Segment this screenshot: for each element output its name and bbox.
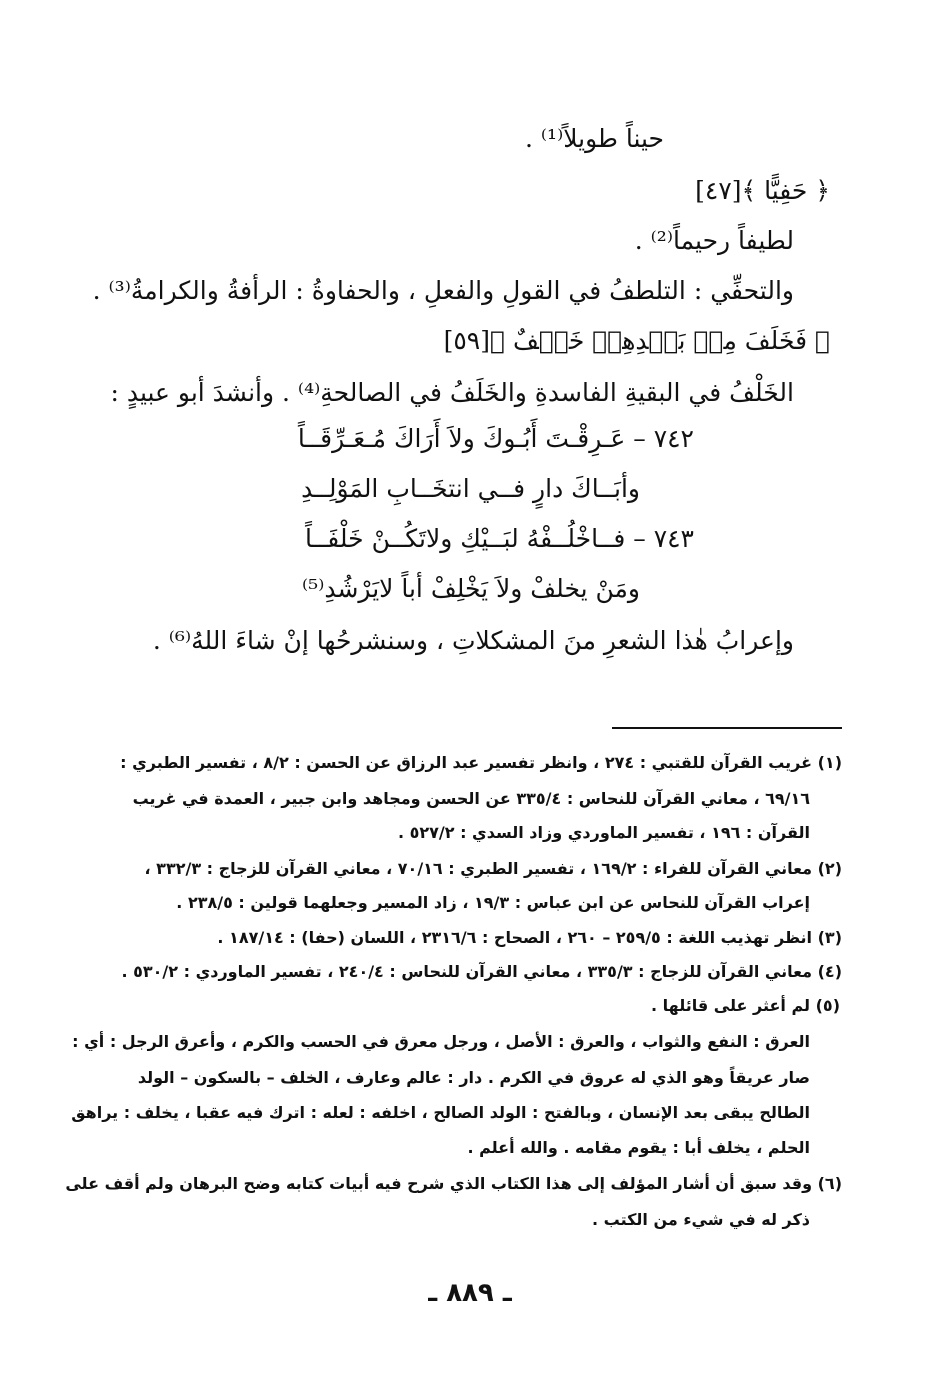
verse-open-bracket: ﴿ xyxy=(814,326,830,355)
footnote-1-line-2: ٦٩/١٦ ، معاني القرآن للنحاس : ٣٣٥/٤ عن الحسن ومجاهد وابن جبير ، العمدة في غريب xyxy=(132,789,810,808)
quran-verse-47 xyxy=(695,176,830,205)
body-line-1: حيناً طويلاً⁽¹⁾ . xyxy=(524,124,664,153)
footnote-separator xyxy=(612,727,842,729)
quran-verse-59 xyxy=(444,326,830,355)
body-line-5: وإعرابُ هٰذا الشعرِ منَ المشكلاتِ ، وسنشرحُها إنْ شاءَ اللهُ⁽⁶⁾ . xyxy=(152,626,794,655)
footnote-6-line-1: (٦) وقد سبق أن أشار المؤلف إلى هذا الكتاب الذي شرح فيه أبيات كتابه وضح البرهان ولم أقف على xyxy=(65,1174,842,1193)
footnote-2-line-1: (٢) معاني القرآن للفراء : ١٦٩/٢ ، تفسير الطبري : ٧٠/١٦ ، معاني القرآن للزجاج : ٣٣٢/٣ ، xyxy=(144,859,842,878)
verse-text: حَفِيًّا xyxy=(764,176,808,205)
body-line-2: لطيفاً رحيماً⁽²⁾ . xyxy=(634,226,794,255)
verse-reference: ﴾[٤٧] xyxy=(695,176,757,205)
poem-verse-743-a: ٧٤٣ – فــاخْلُــفْهُ لبَــيْكِ ولاتَكُــنْ خَلْفَــاً xyxy=(304,524,694,553)
verse-open-bracket: ﴿ xyxy=(815,176,830,205)
footnote-1-line-1: (١) غريب القرآن للقتبي : ٢٧٤ ، وانظر تفسير عبد الرزاق عن الحسن : ٨/٢ ، تفسير الطبري : xyxy=(120,753,842,772)
verse-text: فَخَلَفَ مِنۢ بَعۡدِهِمۡ خَلۡفٌ xyxy=(512,326,808,355)
footnote-1-line-3: القرآن : ١٩٦ ، تفسير الماوردي وزاد السدي : ٥٢٧/٢ . xyxy=(397,823,810,842)
body-line-4: الخَلْفُ في البقيةِ الفاسدةِ والخَلَفُ في الصالحةِ⁽⁴⁾ . وأنشدَ أبو عبيدٍ : xyxy=(110,378,794,407)
poem-verse-742-b: وأبَــاكَ دارٍ فــي انتخَــابِ المَوْلِــدِ xyxy=(301,474,640,503)
footnote-5-line-2: صار عريقاً وهو الذي له عروق في الكرم . دار : عالم وعارف ، الخلف – بالسكون – الولد xyxy=(137,1068,810,1087)
footnote-4: (٤) معاني القرآن للزجاج : ٣٣٥/٣ ، معاني القرآن للنحاس : ٢٤٠/٤ ، تفسير الماوردي : ٥٣٠/٢ . xyxy=(121,962,842,981)
footnote-5-line-4: الحلم ، يخلف أبا : يقوم مقامه . والله أعلم . xyxy=(467,1138,810,1157)
body-line-3: والتحفِّي : التلطفُ في القولِ والفعلِ ، والحفاوةُ : الرأفةُ والكرامةُ⁽³⁾ . xyxy=(92,276,794,305)
footnote-6-line-2: ذكر له في شيء من الكتب . xyxy=(591,1210,810,1229)
verse-reference: ﴾[٥٩] xyxy=(443,326,505,355)
footnote-5-line-3: الطالح يبقى بعد الإنسان ، وبالفتح : الولد الصالح ، اخلفه : لعله : اترك فيه عقبا ، يخلف : يراهق xyxy=(71,1103,810,1122)
footnote-5-line-1: العرق : النفع والثواب ، والعرق : الأصل ، ورجل معرق في الحسب والكرم ، وأعرق الرجل : أي : xyxy=(72,1032,810,1051)
poem-verse-742-a: ٧٤٢ – عَـرِقْـتَ أَبُـوكَ ولاَ أَرَاكَ مُـعَـرِّقَــاً xyxy=(297,424,694,453)
footnote-3: (٣) انظر تهذيب اللغة : ٢٥٩/٥ – ٢٦٠ ، الصحاح : ٢٣١٦/٦ ، اللسان (حفا) : ١٨٧/١٤ . xyxy=(217,928,842,947)
page-number: ـ ٨٨٩ ـ xyxy=(428,1278,512,1308)
footnote-2-line-2: إعراب القرآن للنحاس عن ابن عباس : ١٩/٣ ، زاد المسير وجعلهما قولين : ٢٣٨/٥ . xyxy=(176,893,810,912)
poem-verse-743-b: ومَنْ يخلفْ ولاَ يَخْلِفْ أباً لايَرْشُدِ⁽⁵⁾ xyxy=(302,574,640,603)
footnote-5: (٥) لم أعثر على قائلها . xyxy=(650,996,840,1015)
